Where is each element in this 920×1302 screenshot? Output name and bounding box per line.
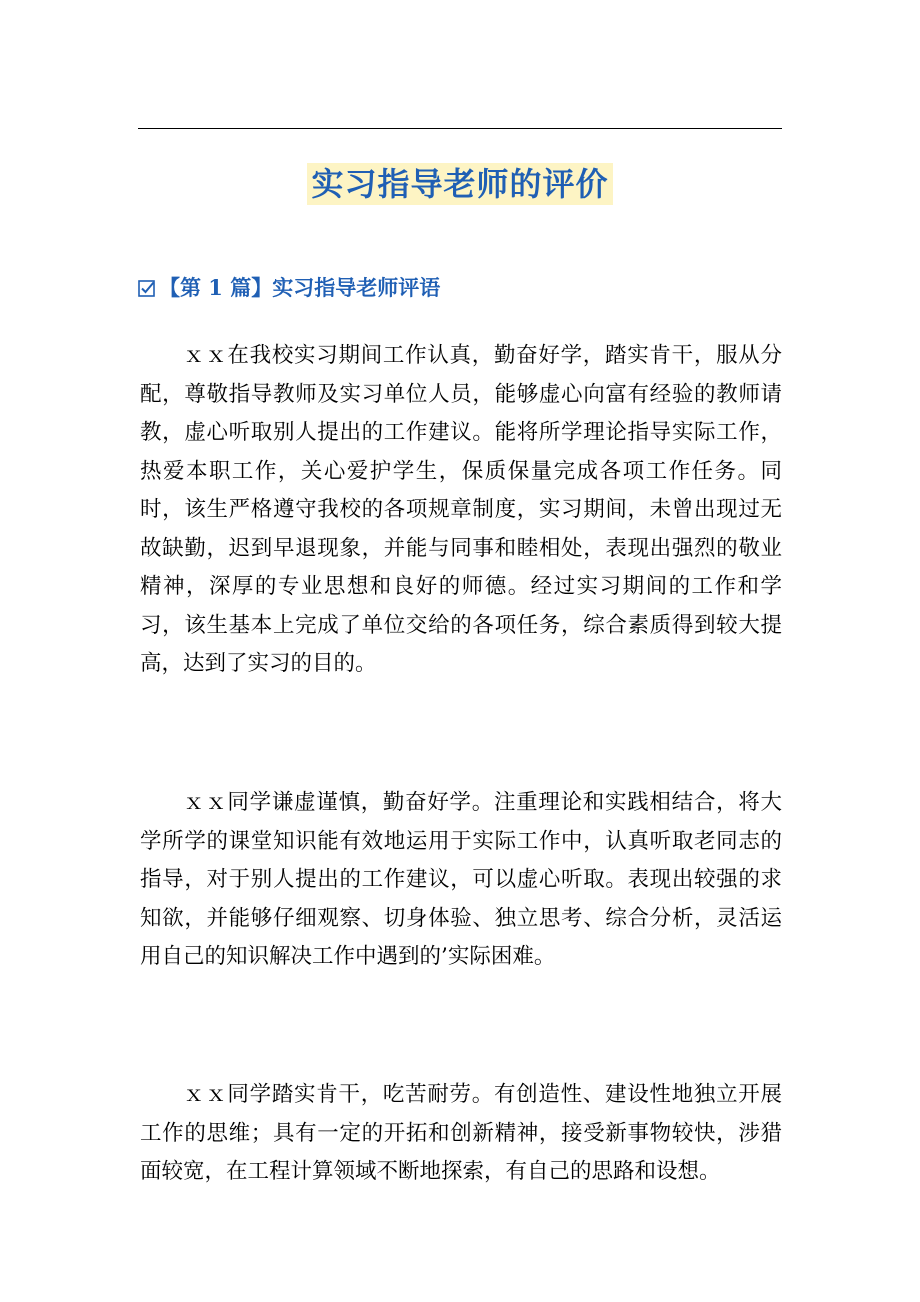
document-title-text: 实习指导老师的评价 [307,163,612,205]
document-title [0,158,920,210]
top-divider [138,128,782,129]
section-heading [138,270,440,306]
body-paragraph-3: ｘｘ同学踏实肯干，吃苦耐劳。有创造性、建设性地独立开展工作的思维；具有一定的开拓和创新精神，接受新事物较快，涉猎面较宽，在工程计算领域不断地探索，有自己的思路和设想。 [140,1082,782,1184]
body-paragraph-2: ｘｘ同学谦虚谨慎，勤奋好学。注重理论和实践相结合，将大学所学的课堂知识能有效地运用于实际工作中，认真听取老同志的指导，对于别人提出的工作建议，可以虚心听取。表现出较强的求知欲，并能够仔细观察、切身体验、独立思考、综合分析，灵活运用自己的知识解决工作中遇到的’实际困难。 [140,790,782,969]
body-paragraph-1: ｘｘ在我校实习期间工作认真，勤奋好学，踏实肯干，服从分配，尊敬指导教师及实习单位人员，能够虚心向富有经验的教师请教，虚心听取别人提出的工作建议。能将所学理论指导实际工作，热爱本职工作，关心爱护学生，保质保量完成各项工作任务。同时，该生严格遵守我校的各项规章制度，实习期间，未曾出现过无故缺勤，迟到早退现象，并能与同事和睦相处，表现出强烈的敬业精神，深厚的专业思想和良好的师德。经过实习期间的工作和学习，该生基本上完成了单位交给的各项任务，综合素质得到较大提高，达到了实习的目的。 [140,343,782,676]
section-heading-text: 【第 1 篇】实习指导老师评语 [159,275,441,300]
checkbox-checked-icon [138,280,155,297]
